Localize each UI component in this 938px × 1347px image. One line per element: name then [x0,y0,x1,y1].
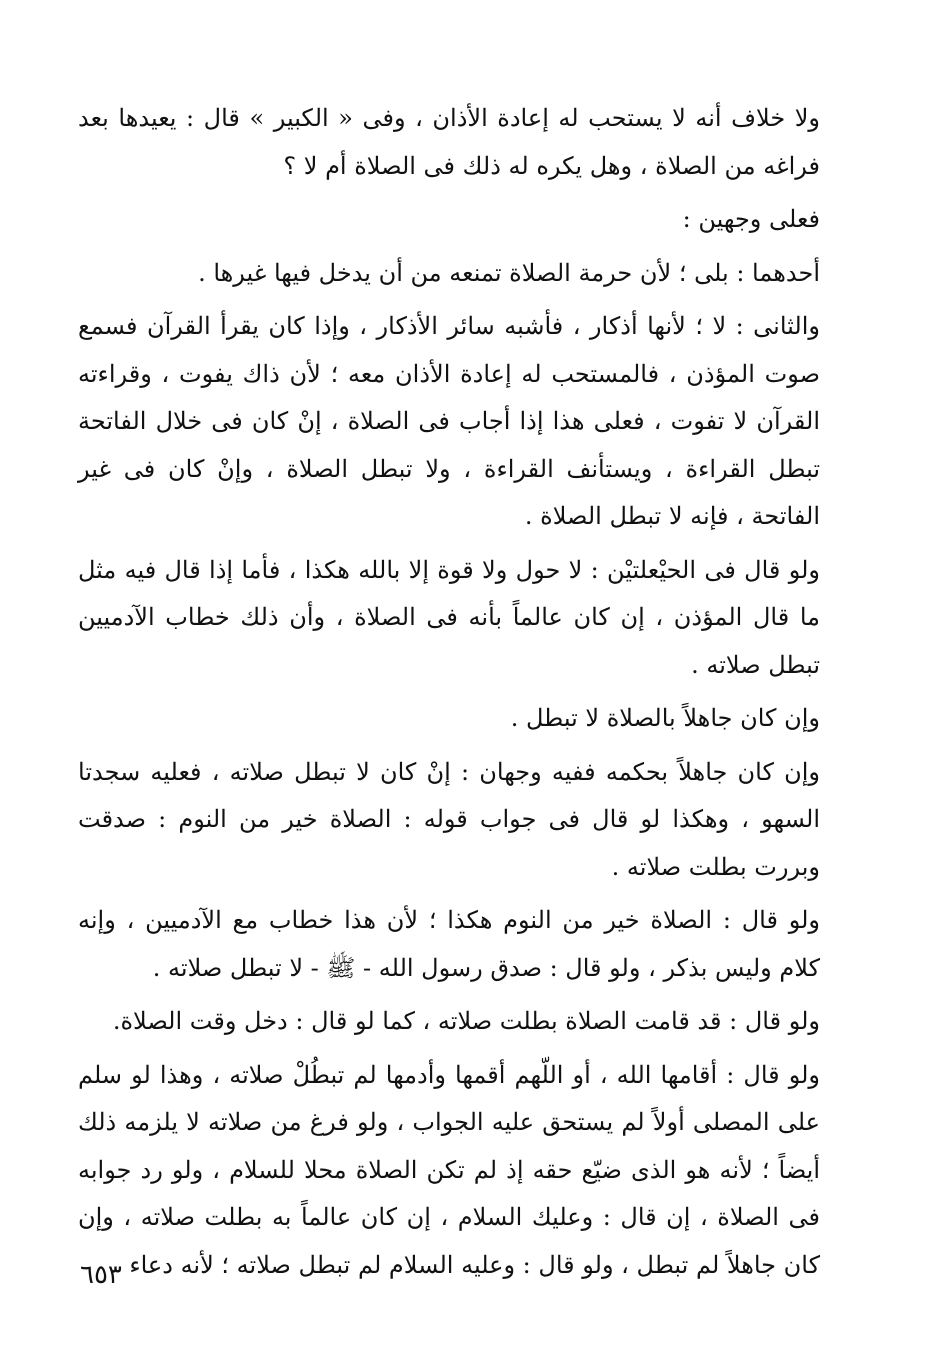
page-number: ٦٥٣ [80,1260,122,1290]
paragraph-3: أحدهما : بلى ؛ لأن حرمة الصلاة تمنعه من أن يدخل فيها غيرها . [198,258,820,287]
paragraph-8: ولو قال : الصلاة خير من النوم هكذا ؛ لأن هذا خطاب مع الآدميين ، وإنه كلام وليس بذكر ، ولو قال : صدق رسول الله - ﷺ - لا تبطل صلاته . [78,906,820,982]
paragraph-10: ولو قال : أقامها الله ، أو اللّهم أقمها وأدمها لم تبطُلْ صلاته ، وهذا لو سلم على المصلى أولاً لم يستحق عليه الجواب ، ولو فرغ من صلاته لا يلزمه ذلك أيضاً ؛ لأنه هو الذى ضيّع حقه إذ لم تكن الصلاة محلا للسلام ، ولو رد جوابه فى الصلاة ، إن قال : وعليك السلام ، إن كان عالماً به بطلت صلاته ، وإن كان جاهلاً لم تبطل ، ولو قال : وعليه السلام لم تبطل صلاته ؛ لأنه دعاء [78,1060,820,1279]
paragraph-9: ولو قال : قد قامت الصلاة بطلت صلاته ، كما لو قال : دخل وقت الصلاة. [112,1007,820,1035]
paragraph-1: ولا خلاف أنه لا يستحب له إعادة الأذان ، وفى « الكبير » قال : يعيدها بعد فراغه من الصلاة ، وهل يكره له ذلك فى الصلاة أم لا ؟ [78,104,820,180]
paragraph-6: وإن كان جاهلاً بالصلاة لا تبطل . [510,704,820,732]
paragraph-4: والثانى : لا ؛ لأنها أذكار ، فأشبه سائر الأذكار ، وإذا كان يقرأ القرآن فسمع صوت المؤذن ، فالمستحب له إعادة الأذان معه ؛ لأن ذاك يفوت ، وقراءته القرآن لا تفوت ، فعلى هذا إذا أجاب فى الصلاة ، إنْ كان فى خلال الفاتحة تبطل القراءة ، ويستأنف القراءة ، ولا تبطل الصلاة ، وإنْ كان فى غير الفاتحة ، فإنه لا تبطل الصلاة . [78,312,820,530]
paragraph-5: ولو قال فى الحيْعلتيْن : لا حول ولا قوة إلا بالله هكذا ، فأما إذا قال فيه مثل ما قال المؤذن ، إن كان عالماً بأنه فى الصلاة ، وأن ذلك خطاب الآدميين تبطل صلاته . [78,555,820,679]
paragraph-2: فعلى وجهين : [682,205,820,233]
paragraph-7: وإن كان جاهلاً بحكمه ففيه وجهان : إنْ كان لا تبطل صلاته ، فعليه سجدتا السهو ، وهكذا لو قال فى جواب قوله : الصلاة خير من النوم : صدقت وبررت بطلت صلاته . [78,757,820,881]
page-body [78,95,820,1295]
